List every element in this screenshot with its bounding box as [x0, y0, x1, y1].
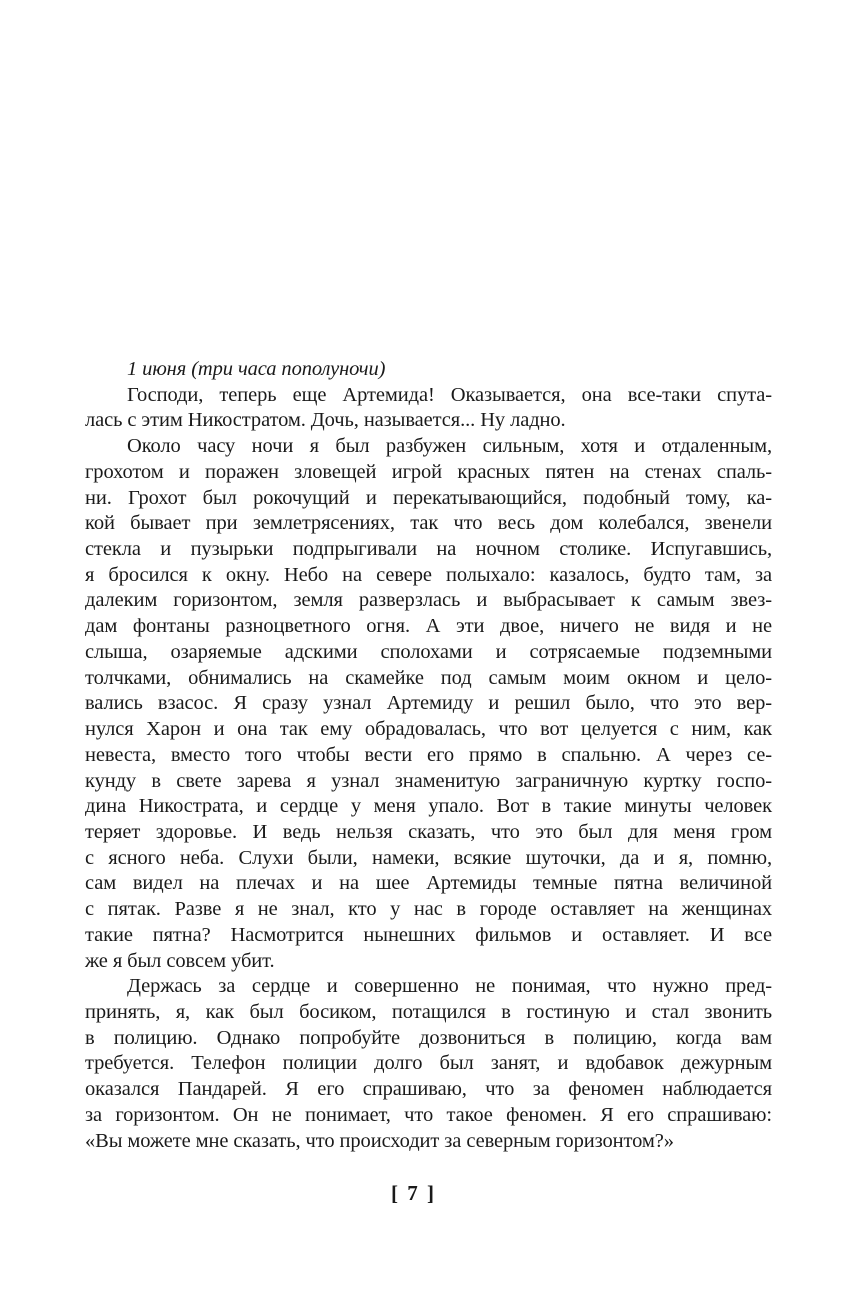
date-heading: 1 июня (три часа пополуночи): [127, 358, 386, 380]
text-line: теряет здоровье. И ведь нельзя сказать, что это был для меня гром: [85, 820, 772, 843]
text-line: сам видел на плечах и на шее Артемиды темные пятна величиной: [85, 872, 772, 895]
text-line: такие пятна? Насмотрится нынешних фильмов и оставляет. И все: [85, 923, 772, 946]
text-line: Господи, теперь еще Артемида! Оказывается, она все-таки спута-: [127, 383, 772, 406]
text-line: дам фонтаны разноцветного огня. А эти двое, ничего не видя и не: [85, 615, 772, 638]
text-line: за горизонтом. Он не понимает, что такое феномен. Я его спрашиваю:: [85, 1103, 772, 1126]
text-line: невеста, вместо того чтобы вести его прямо в спальню. А через се-: [85, 743, 772, 766]
text-line: стекла и пузырьки подпрыгивали на ночном столике. Испугавшись,: [85, 538, 772, 561]
text-line: далеким горизонтом, земля разверзлась и выбрасывает к самым звез-: [85, 589, 772, 612]
text-line: слыша, озаряемые адскими сполохами и сотрясаемые подземными: [85, 640, 772, 663]
text-line: с пятак. Разве я не знал, кто у нас в городе оставляет на женщинах: [85, 898, 772, 921]
text-line: Около часу ночи я был разбужен сильным, хотя и отдаленным,: [127, 435, 772, 458]
text-line: в полицию. Однако попробуйте дозвониться в полицию, когда вам: [85, 1026, 772, 1049]
text-line: я бросился к окну. Небо на севере полыхало: казалось, будто там, за: [85, 563, 772, 586]
text-line: нулся Харон и она так ему обрадовалась, что вот целуется с ним, как: [85, 718, 772, 741]
text-line: принять, я, как был босиком, потащился в гостиную и стал звонить: [85, 1000, 772, 1023]
text-line: с ясного неба. Слухи были, намеки, всякие шуточки, да и я, помню,: [85, 846, 772, 869]
text-line: кой бывает при землетрясениях, так что весь дом колебался, звенели: [85, 512, 772, 535]
page-number: [ 7 ]: [391, 1181, 436, 1205]
text-line: лась с этим Никостратом. Дочь, называется... Ну ладно.: [85, 409, 566, 432]
text-line: толчками, обнимались на скамейке под самым моим окном и цело-: [85, 666, 772, 689]
page-text-block: [85, 357, 772, 1154]
text-line: «Вы можете мне сказать, что происходит за северным горизонтом?»: [85, 1129, 674, 1152]
text-line: ни. Грохот был рокочущий и перекатывающийся, подобный тому, ка-: [85, 486, 772, 509]
text-line: требуется. Телефон полиции долго был занят, и вдобавок дежурным: [85, 1052, 772, 1075]
text-line: оказался Пандарей. Я его спрашиваю, что за феномен наблюдается: [85, 1078, 772, 1101]
text-line: Держась за сердце и совершенно не понимая, что нужно пред-: [127, 975, 772, 998]
text-line: кунду в свете зарева я узнал знаменитую заграничную куртку госпо-: [85, 769, 772, 792]
text-line: грохотом и поражен зловещей игрой красных пятен на стенах спаль-: [85, 460, 772, 483]
text-line: вались взасос. Я сразу узнал Артемиду и решил было, что это вер-: [85, 692, 772, 715]
text-line: дина Никострата, и сердце у меня упало. Вот в такие минуты человек: [85, 795, 772, 818]
text-line: же я был совсем убит.: [85, 949, 275, 972]
